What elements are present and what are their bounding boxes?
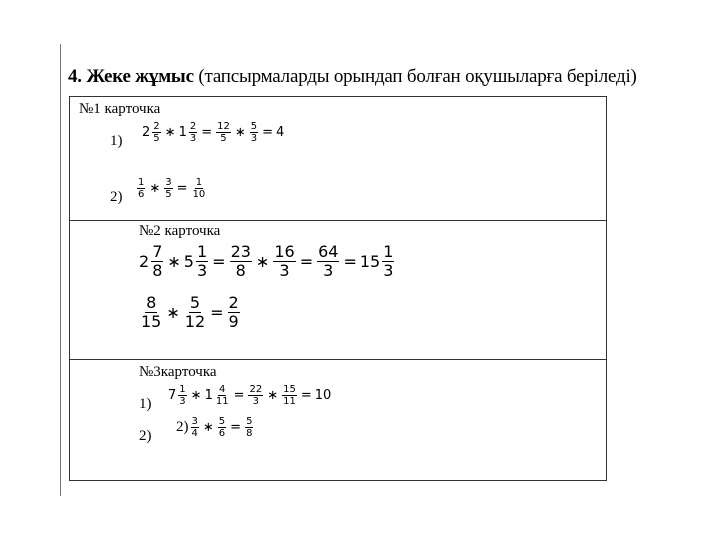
- card-3-cell: [70, 359, 606, 481]
- section-heading: [68, 66, 637, 88]
- card-3-item-2-label: 2): [139, 428, 152, 444]
- card-2-title: №2 карточка: [139, 223, 221, 239]
- card-1-cell: [70, 97, 606, 220]
- card-1-title: №1 карточка: [79, 101, 161, 117]
- heading-bold: 4. Жеке жұмыс: [68, 66, 194, 87]
- page-margin-line: [60, 44, 61, 496]
- card-2-cell: [70, 220, 606, 359]
- card-3-item-2-equation: 2) $\frac{3}{4}$ ∗ $\frac{5}{6}$ = $\frac{5}{8}$: [176, 416, 253, 439]
- card-1-item-2-equation: $\frac{1}{6}$ ∗ $\frac{3}{5}$ = $\frac{1}{10}$: [138, 177, 206, 200]
- card-1-item-2-label: 2): [110, 189, 123, 205]
- heading-rest: (тапсырмаларды орындап болған оқушыларға беріледі): [193, 66, 637, 87]
- card-3-item-1-equation: 7 $\frac{1}{3}$ ∗ 1 $\frac{4}{11}$ = $\frac{22}{3}$ ∗ $\frac{15}{11}$ = 10: [168, 384, 332, 407]
- card-2-item-1-equation: 2 $\frac{7}{8}$ ∗ 5 $\frac{1}{3}$ = $\frac{23}{8}$ ∗ $\frac{16}{3}$ = $\frac{64}{3}$ = 15 $\frac{1}{3}$: [139, 242, 394, 280]
- task-cards-table: [69, 96, 607, 481]
- card-3-title: №3карточка: [139, 364, 217, 380]
- card-1-item-1-label: 1): [110, 133, 123, 149]
- card-1-item-1-equation: 2 $\frac{2}{5}$ ∗ 1 $\frac{2}{3}$ = $\frac{12}{5}$ ∗ $\frac{5}{3}$ = 4: [142, 121, 285, 144]
- card-3-item-1-label: 1): [139, 396, 152, 412]
- card-2-item-2-equation: $\frac{8}{15}$ ∗ $\frac{5}{12}$ = $\frac{2}{9}$: [141, 293, 239, 331]
